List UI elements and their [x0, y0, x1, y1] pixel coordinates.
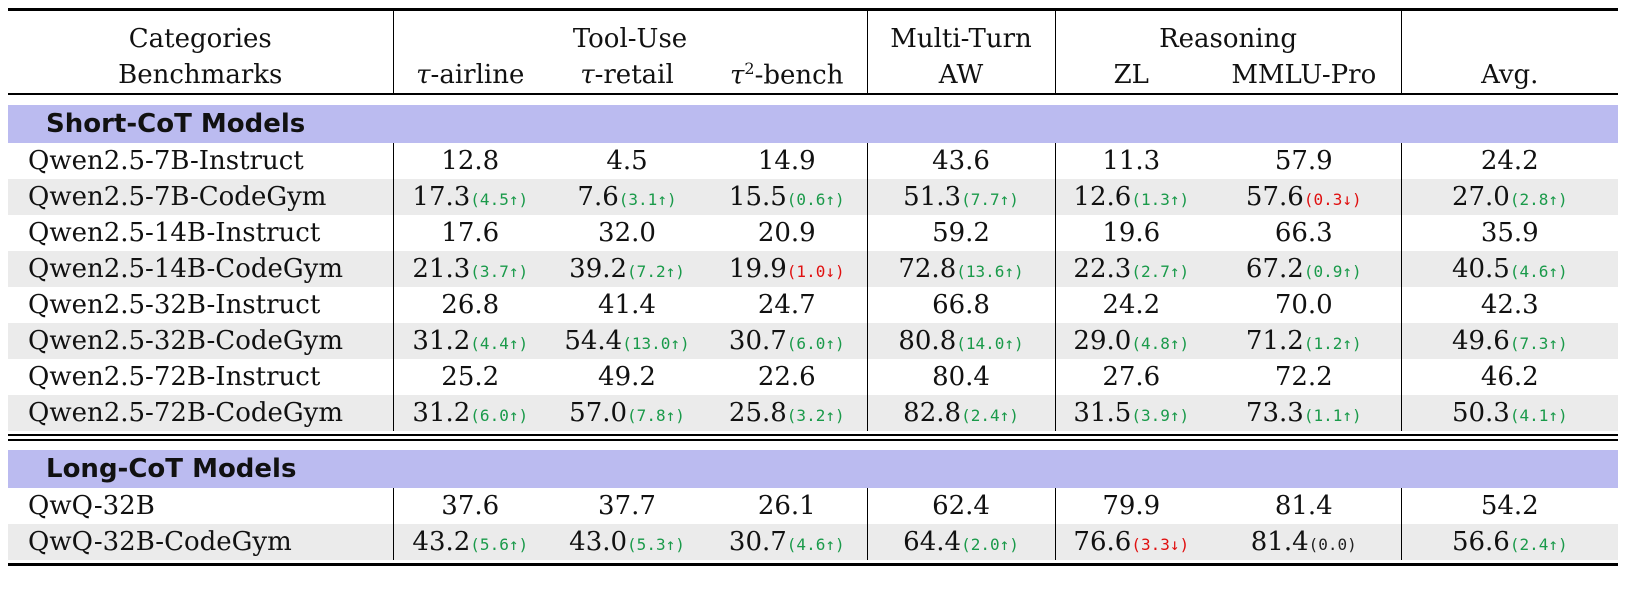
score-delta: (0.0) [1308, 535, 1357, 554]
score-value: 30.7 [728, 527, 787, 557]
score-cell [1401, 359, 1618, 395]
group-tool-use: Tool-Use [393, 10, 867, 58]
score-value: 46.2 [1480, 362, 1539, 392]
score-value: 54.4 [564, 326, 623, 356]
score-cell [1401, 323, 1618, 359]
score-cell [867, 143, 1055, 179]
score-cell [1401, 287, 1618, 323]
score-delta: (2.4↑) [961, 406, 1019, 425]
model-name: Qwen2.5-32B-CodeGym [8, 323, 393, 359]
score-value: 24.2 [1102, 290, 1161, 320]
score-value: 25.2 [441, 362, 500, 392]
model-name: Qwen2.5-72B-CodeGym [8, 395, 393, 431]
score-value: 76.6 [1073, 527, 1132, 557]
score-cell [707, 143, 867, 179]
score-delta: (4.8↑) [1131, 334, 1190, 353]
score-cell [1401, 524, 1618, 560]
score-value: 67.2 [1245, 254, 1304, 284]
score-value: 17.6 [441, 218, 500, 248]
score-value: 17.3 [412, 182, 471, 212]
score-value: 41.4 [598, 290, 656, 320]
model-name: QwQ-32B-CodeGym [8, 524, 393, 560]
model-name: Qwen2.5-32B-Instruct [28, 290, 321, 320]
score-value: 11.3 [1102, 146, 1161, 176]
score-value: 37.7 [598, 491, 656, 521]
score-value: 80.8 [898, 326, 957, 356]
score-cell [1207, 143, 1401, 179]
group-reasoning: Reasoning [1055, 10, 1401, 58]
tau-symbol: τ [580, 60, 595, 90]
score-cell [707, 359, 867, 395]
score-cell [1055, 359, 1207, 395]
score-cell [1401, 179, 1618, 215]
group-multi-turn: Multi-Turn [867, 10, 1055, 58]
score-delta: (3.2↑) [786, 406, 845, 425]
score-value: 71.2 [1245, 326, 1304, 356]
score-delta: (6.0↑) [786, 334, 845, 353]
col-tau-retail: τ-retail [547, 57, 707, 94]
model-name: Qwen2.5-72B-Instruct [28, 362, 321, 392]
score-cell [707, 251, 867, 287]
score-value: 7.6 [577, 182, 619, 212]
score-delta: (1.1↑) [1303, 406, 1362, 425]
score-value: 31.5 [1073, 398, 1132, 428]
table-row [8, 179, 1618, 215]
table-row [8, 215, 1618, 251]
score-cell [1055, 215, 1207, 251]
score-delta: (0.3↓) [1303, 190, 1362, 209]
score-cell [1401, 251, 1618, 287]
section-divider [8, 434, 1618, 441]
section-short-cot [8, 105, 1618, 431]
score-cell [867, 323, 1055, 359]
score-value: 81.4 [1274, 491, 1333, 521]
score-value: 30.7 [728, 326, 787, 356]
score-value: 43.0 [569, 527, 628, 557]
score-value: 43.6 [932, 146, 990, 176]
score-value: 31.2 [412, 326, 471, 356]
score-cell [547, 251, 707, 287]
score-value: 70.0 [1274, 290, 1333, 320]
score-delta: (2.0↑) [961, 535, 1019, 554]
model-name: Qwen2.5-7B-CodeGym [8, 179, 393, 215]
categories-label: Categories [128, 24, 272, 54]
score-value: 62.4 [932, 491, 990, 521]
col-avg: Avg. [1401, 57, 1618, 94]
score-value: 35.9 [1480, 218, 1539, 248]
section-header [8, 105, 1618, 143]
score-cell [867, 524, 1055, 560]
score-cell [1207, 323, 1401, 359]
score-value: 32.0 [598, 218, 656, 248]
score-cell [1401, 488, 1618, 524]
score-cell [1207, 251, 1401, 287]
score-cell [1207, 524, 1401, 560]
table-row [8, 323, 1618, 359]
score-value: 59.2 [932, 218, 990, 248]
score-cell [1055, 251, 1207, 287]
model-name: Qwen2.5-14B-CodeGym [8, 251, 393, 287]
score-cell [1055, 488, 1207, 524]
score-value: 31.2 [412, 398, 471, 428]
score-delta: (2.7↑) [1131, 262, 1190, 281]
score-cell [867, 488, 1055, 524]
score-value: 27.6 [1102, 362, 1161, 392]
score-delta: (13.6↑) [956, 262, 1024, 281]
score-value: 73.3 [1245, 398, 1304, 428]
score-cell [1401, 395, 1618, 431]
score-value: 57.0 [569, 398, 628, 428]
score-value: 54.2 [1480, 491, 1539, 521]
score-delta: (2.4↑) [1509, 535, 1568, 554]
score-delta: (2.8↑) [1509, 190, 1568, 209]
score-delta: (13.0↑) [622, 334, 690, 353]
section-header [8, 450, 1618, 488]
score-delta: (4.6↑) [786, 535, 845, 554]
score-cell [1207, 215, 1401, 251]
score-cell [393, 488, 547, 524]
score-cell [867, 395, 1055, 431]
score-cell [547, 524, 707, 560]
score-value: 82.8 [903, 398, 962, 428]
section-title: Short-CoT Models [8, 105, 1618, 143]
score-value: 15.5 [728, 182, 787, 212]
score-cell [1055, 143, 1207, 179]
score-value: 57.9 [1274, 146, 1333, 176]
score-cell [707, 179, 867, 215]
header-row-categories [8, 10, 1618, 58]
score-cell [547, 359, 707, 395]
score-value: 64.4 [903, 527, 962, 557]
score-value: 19.9 [728, 254, 787, 284]
score-delta: (7.7↑) [961, 190, 1019, 209]
score-delta: (4.5↑) [470, 190, 529, 209]
score-cell [707, 287, 867, 323]
col-zl: ZL [1055, 57, 1207, 94]
score-cell [393, 524, 547, 560]
score-delta: (14.0↑) [956, 334, 1024, 353]
score-value: 72.8 [898, 254, 957, 284]
benchmarks-label: Benchmarks [8, 57, 393, 94]
score-value: 50.3 [1451, 398, 1510, 428]
score-delta: (0.9↑) [1303, 262, 1362, 281]
col-tau2-bench: $\tau^2$-bench [707, 57, 867, 94]
score-delta: (1.2↑) [1303, 334, 1362, 353]
score-value: 19.6 [1102, 218, 1161, 248]
score-cell [707, 395, 867, 431]
col-mmlu-pro: MMLU-Pro [1207, 57, 1401, 94]
score-cell [547, 179, 707, 215]
score-delta: (4.6↑) [1509, 262, 1568, 281]
score-value: 26.8 [441, 290, 500, 320]
score-value: 40.5 [1451, 254, 1510, 284]
score-value: 49.6 [1451, 326, 1510, 356]
score-cell [1055, 287, 1207, 323]
score-cell [1207, 359, 1401, 395]
score-value: 25.8 [728, 398, 787, 428]
score-value: 12.6 [1073, 182, 1132, 212]
header-row-benchmarks [8, 57, 1618, 94]
score-value: 37.6 [441, 491, 500, 521]
score-delta: (6.0↑) [470, 406, 529, 425]
score-value: 79.9 [1102, 491, 1161, 521]
bottom-rule [8, 563, 1618, 566]
tau-symbol: τ [416, 60, 431, 90]
score-cell [547, 287, 707, 323]
score-delta: (4.4↑) [470, 334, 529, 353]
score-value: 27.0 [1451, 182, 1510, 212]
score-cell [867, 359, 1055, 395]
score-cell [393, 323, 547, 359]
score-delta: (4.1↑) [1509, 406, 1568, 425]
score-value: 56.6 [1451, 527, 1510, 557]
score-cell [547, 395, 707, 431]
table-row [8, 251, 1618, 287]
table-row [8, 395, 1618, 431]
score-value: 22.6 [757, 362, 816, 392]
score-value: 43.2 [412, 527, 471, 557]
score-cell [707, 323, 867, 359]
score-value: 4.5 [606, 146, 648, 176]
score-cell [393, 287, 547, 323]
model-name: QwQ-32B [28, 491, 155, 521]
score-value: 22.3 [1073, 254, 1132, 284]
score-delta: (7.2↑) [627, 262, 685, 281]
score-cell [393, 215, 547, 251]
score-value: 57.6 [1245, 182, 1304, 212]
score-cell [393, 359, 547, 395]
results-table [8, 8, 1618, 560]
score-cell [393, 143, 547, 179]
score-value: 49.2 [598, 362, 656, 392]
score-cell [707, 215, 867, 251]
score-cell [547, 143, 707, 179]
score-value: 80.4 [932, 362, 990, 392]
score-delta: (5.6↑) [470, 535, 529, 554]
score-cell [393, 395, 547, 431]
col-tau-airline: τ-airline [393, 57, 547, 94]
score-value: 12.8 [441, 146, 500, 176]
score-cell [1055, 524, 1207, 560]
score-delta: (3.1↑) [618, 190, 677, 209]
score-value: 66.3 [1274, 218, 1333, 248]
section-title: Long-CoT Models [8, 450, 1618, 488]
score-cell [547, 323, 707, 359]
section-long-cot [8, 450, 1618, 560]
table-row [8, 359, 1618, 395]
score-cell [1207, 287, 1401, 323]
score-cell [707, 488, 867, 524]
score-cell [707, 524, 867, 560]
score-cell [547, 215, 707, 251]
score-value: 24.7 [757, 290, 816, 320]
score-value: 21.3 [412, 254, 471, 284]
model-name: Qwen2.5-7B-Instruct [28, 146, 304, 176]
table-row [8, 287, 1618, 323]
score-delta: (1.0↓) [786, 262, 845, 281]
score-value: 51.3 [903, 182, 962, 212]
col-aw: AW [867, 57, 1055, 94]
score-value: 81.4 [1250, 527, 1309, 557]
score-value: 26.1 [757, 491, 816, 521]
model-name: Qwen2.5-14B-Instruct [28, 218, 321, 248]
score-delta: (3.7↑) [470, 262, 529, 281]
score-cell [867, 287, 1055, 323]
score-cell [393, 251, 547, 287]
score-delta: (3.9↑) [1131, 406, 1190, 425]
score-value: 20.9 [757, 218, 816, 248]
score-delta: (1.3↑) [1131, 190, 1190, 209]
score-value: 42.3 [1480, 290, 1539, 320]
score-cell [1055, 323, 1207, 359]
score-cell [1401, 143, 1618, 179]
score-cell [1207, 179, 1401, 215]
score-cell [1207, 395, 1401, 431]
score-cell [867, 215, 1055, 251]
score-value: 29.0 [1073, 326, 1132, 356]
score-delta: (3.3↓) [1131, 535, 1190, 554]
score-delta: (7.3↑) [1509, 334, 1568, 353]
score-delta: (0.6↑) [786, 190, 845, 209]
score-cell [1055, 179, 1207, 215]
score-cell [867, 251, 1055, 287]
table-row [8, 488, 1618, 524]
score-value: 39.2 [569, 254, 628, 284]
score-value: 66.8 [932, 290, 990, 320]
score-cell [867, 179, 1055, 215]
score-cell [1401, 215, 1618, 251]
score-cell [393, 179, 547, 215]
table-row [8, 524, 1618, 560]
score-cell [1207, 488, 1401, 524]
score-value: 14.9 [757, 146, 816, 176]
table-row [8, 143, 1618, 179]
score-cell [1055, 395, 1207, 431]
score-delta: (7.8↑) [627, 406, 685, 425]
score-value: 24.2 [1480, 146, 1539, 176]
score-cell [547, 488, 707, 524]
score-delta: (5.3↑) [627, 535, 685, 554]
score-value: 72.2 [1274, 362, 1333, 392]
tau-symbol: τ [730, 60, 745, 91]
